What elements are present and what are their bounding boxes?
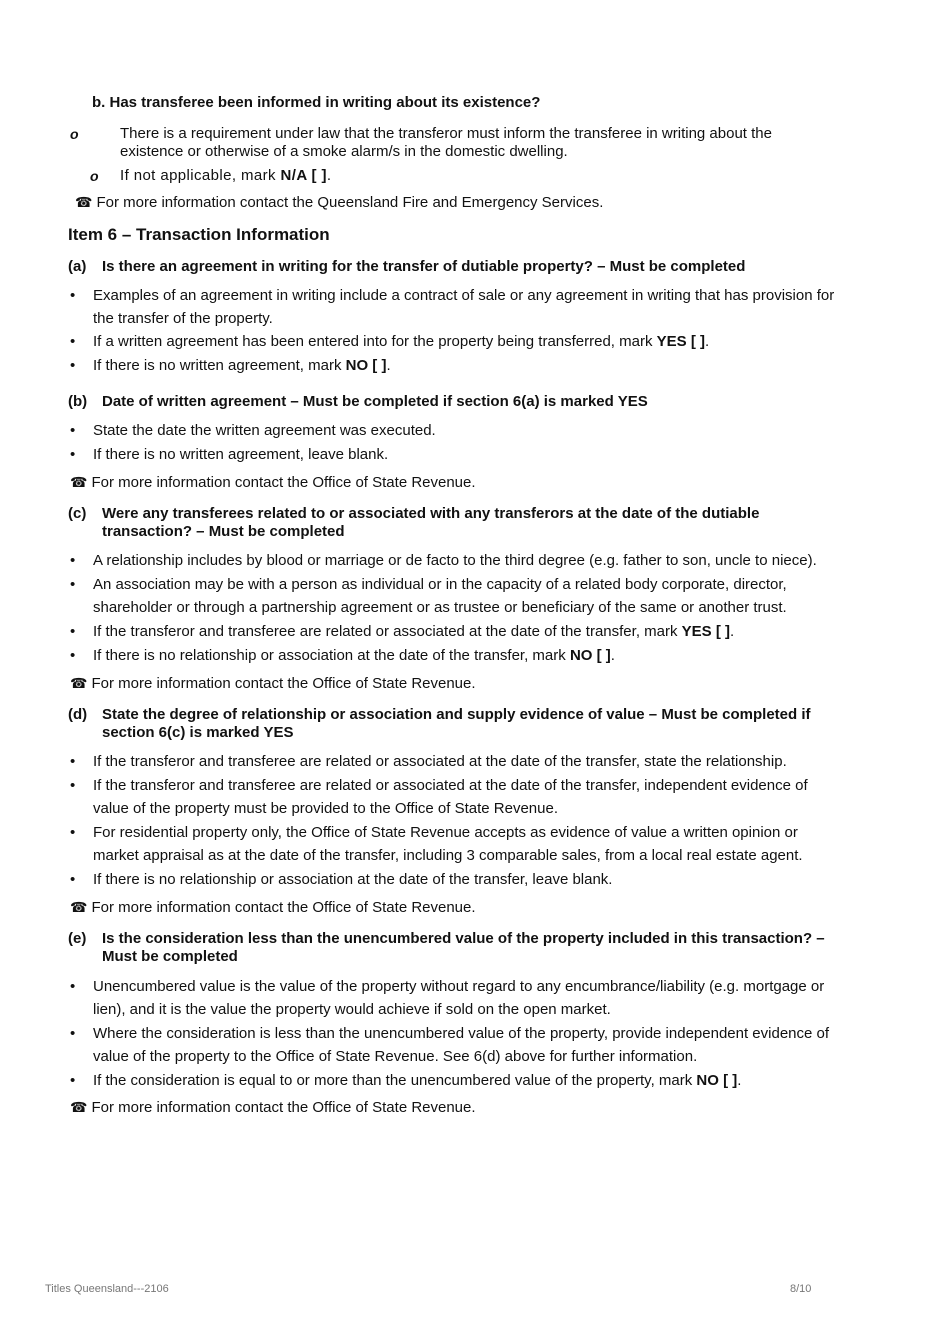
smoke-contact: ☎ For more information contact the Queensland Fire and Emergency Services. [75, 194, 604, 211]
section-b-contact: ☎ For more information contact the Office of State Revenue. [70, 474, 476, 491]
phone-icon: ☎ [70, 899, 88, 915]
section-c-contact: ☎ For more information contact the Office of State Revenue. [70, 675, 476, 692]
section-c-title-line-2: transaction? – Must be completed [102, 523, 345, 540]
section-c-bullet-2-line-2: shareholder or through a partnership agreement or as trustee or beneficiary of the same or another trust. [93, 599, 787, 616]
section-c-bullet-4: If there is no relationship or association at the date of the transfer, mark NO [ ]. [93, 647, 615, 664]
bullet-icon: • [70, 552, 76, 569]
footer-form-id: Titles Queensland---2106 [45, 1283, 169, 1295]
section-e-bullet-3: If the consideration is equal to or more than the unencumbered value of the property, mark NO [ ]. [93, 1072, 742, 1089]
section-d-bullet-4: If there is no relationship or association at the date of the transfer, leave blank. [93, 871, 613, 888]
bullet-icon: • [70, 753, 76, 770]
phone-icon: ☎ [75, 194, 93, 210]
smoke-bullet-2: If not applicable, mark N/A [ ]. [120, 167, 332, 184]
section-d-bullet-2-line-1: If the transferor and transferee are related or associated at the date of the transfer, independent evidence of [93, 777, 808, 794]
section-e-bullet-2-line-2: value of the property to the Office of State Revenue. See 6(d) above for further information. [93, 1048, 698, 1065]
bullet-icon: • [70, 871, 76, 888]
circle-bullet-icon: o [70, 126, 79, 142]
section-e-bullet-1-line-1: Unencumbered value is the value of the property without regard to any encumbrance/liability (e.g. mortgage or [93, 978, 825, 995]
bullet-icon: • [70, 647, 76, 664]
section-a-bullet-1-line-2: the transfer of the property. [93, 310, 273, 327]
smoke-question: b. Has transferee been informed in writing about its existence? [92, 94, 541, 111]
section-a-bullet-2: If a written agreement has been entered into for the property being transferred, mark YES [ ]. [93, 333, 710, 350]
footer-page-number: 8/10 [790, 1283, 812, 1295]
section-d-bullet-3-line-1: For residential property only, the Office of State Revenue accepts as evidence of value a written opinion or [93, 824, 798, 841]
section-e-bullet-2-line-1: Where the consideration is less than the unencumbered value of the property, provide independent evidence of [93, 1025, 830, 1042]
section-c-bullet-1: A relationship includes by blood or marriage or de facto to the third degree (e.g. father to son, uncle to niece). [93, 552, 817, 569]
circle-bullet-icon: o [90, 168, 99, 184]
bullet-icon: • [70, 1072, 76, 1089]
section-d-contact: ☎ For more information contact the Office of State Revenue. [70, 899, 476, 916]
section-b-bullet-1: State the date the written agreement was executed. [93, 422, 436, 439]
section-c-bullet-3: If the transferor and transferee are related or associated at the date of the transfer, mark YES [ ]. [93, 623, 735, 640]
section-d-bullet-2-line-2: value of the property must be provided to the Office of State Revenue. [93, 800, 558, 817]
bullet-icon: • [70, 623, 76, 640]
section-d-bullet-3-line-2: market appraisal as at the date of the transfer, including 3 comparable sales, from a local real estate agent. [93, 847, 803, 864]
section-e-bullet-1-line-2: lien), and it is the value the property would achieve if sold on the open market. [93, 1001, 611, 1018]
bullet-icon: • [70, 446, 76, 463]
bullet-icon: • [70, 1025, 76, 1042]
smoke-bullet-1-line-1: There is a requirement under law that the transferor must inform the transferee in writing about the [120, 125, 772, 142]
item6-heading: Item 6 – Transaction Information [68, 225, 330, 244]
bullet-icon: • [70, 777, 76, 794]
section-d-title-line-2: section 6(c) is marked YES [102, 724, 294, 741]
section-d-bullet-1: If the transferor and transferee are related or associated at the date of the transfer, state the relationship. [93, 753, 787, 770]
section-b-bullet-2: If there is no written agreement, leave blank. [93, 446, 389, 463]
section-c-bullet-2-line-1: An association may be with a person as individual or in the capacity of a related body corporate, director, [93, 576, 787, 593]
smoke-bullet-1-line-2: existence or otherwise of a smoke alarm/s in the domestic dwelling. [120, 143, 568, 160]
phone-icon: ☎ [70, 474, 88, 490]
phone-icon: ☎ [70, 1099, 88, 1115]
bullet-icon: • [70, 287, 76, 304]
bullet-icon: • [70, 576, 76, 593]
bullet-icon: • [70, 357, 76, 374]
section-e-title-line-2: Must be completed [102, 948, 238, 965]
bullet-icon: • [70, 333, 76, 350]
section-a-bullet-1-line-1: Examples of an agreement in writing include a contract of sale or any agreement in writing that has provision for [93, 287, 835, 304]
section-a-bullet-3: If there is no written agreement, mark NO [ ]. [93, 357, 391, 374]
bullet-icon: • [70, 978, 76, 995]
bullet-icon: • [70, 824, 76, 841]
section-e-contact: ☎ For more information contact the Office of State Revenue. [70, 1099, 476, 1116]
phone-icon: ☎ [70, 675, 88, 691]
bullet-icon: • [70, 422, 76, 439]
